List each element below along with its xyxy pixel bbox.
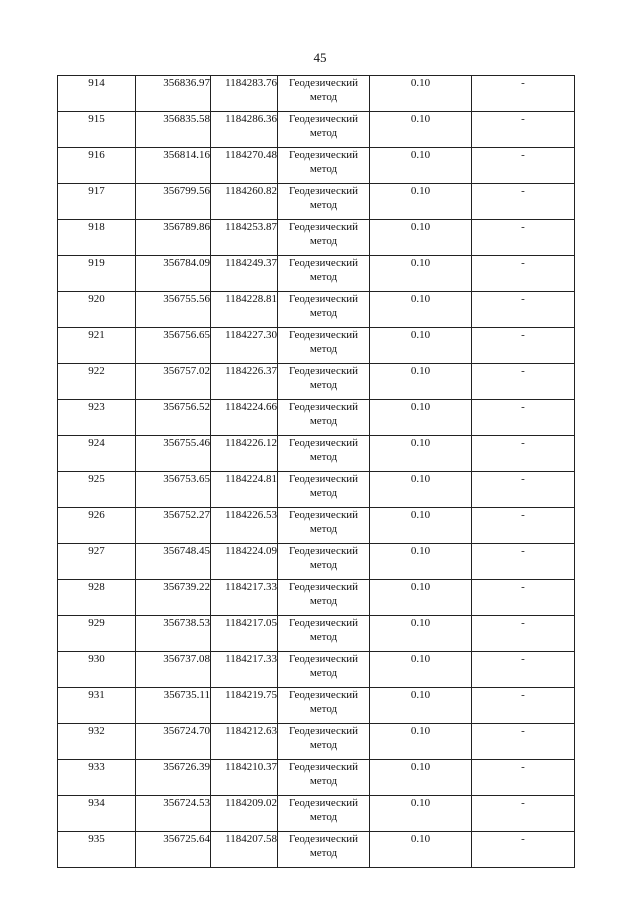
method-cell: Геодезический метод [278,832,370,868]
point-number-cell: 918 [58,220,136,256]
description-cell: - [472,508,575,544]
x-coordinate-cell: 356799.56 [136,184,211,220]
description-cell: - [472,112,575,148]
table-row [58,436,575,472]
accuracy-cell: 0.10 [370,616,472,652]
x-coordinate-cell: 356735.11 [136,688,211,724]
point-number-cell: 924 [58,436,136,472]
point-number-cell: 935 [58,832,136,868]
method-cell: Геодезический метод [278,364,370,400]
method-cell: Геодезический метод [278,436,370,472]
description-cell: - [472,688,575,724]
x-coordinate-cell: 356755.56 [136,292,211,328]
point-number-cell: 917 [58,184,136,220]
y-coordinate-cell: 1184219.75 [211,688,278,724]
y-coordinate-cell: 1184283.76 [211,76,278,112]
accuracy-cell: 0.10 [370,652,472,688]
accuracy-cell: 0.10 [370,400,472,436]
point-number-cell: 923 [58,400,136,436]
x-coordinate-cell: 356739.22 [136,580,211,616]
point-number-cell: 920 [58,292,136,328]
method-cell: Геодезический метод [278,580,370,616]
description-cell: - [472,436,575,472]
table-row [58,256,575,292]
x-coordinate-cell: 356835.58 [136,112,211,148]
description-cell: - [472,184,575,220]
x-coordinate-cell: 356726.39 [136,760,211,796]
accuracy-cell: 0.10 [370,292,472,328]
description-cell: - [472,760,575,796]
accuracy-cell: 0.10 [370,76,472,112]
accuracy-cell: 0.10 [370,184,472,220]
point-number-cell: 932 [58,724,136,760]
description-cell: - [472,220,575,256]
x-coordinate-cell: 356756.52 [136,400,211,436]
table-row [58,292,575,328]
y-coordinate-cell: 1184286.36 [211,112,278,148]
x-coordinate-cell: 356836.97 [136,76,211,112]
method-cell: Геодезический метод [278,112,370,148]
method-cell: Геодезический метод [278,400,370,436]
method-cell: Геодезический метод [278,292,370,328]
coordinates-table-body [58,76,575,868]
y-coordinate-cell: 1184217.33 [211,652,278,688]
x-coordinate-cell: 356752.27 [136,508,211,544]
x-coordinate-cell: 356755.46 [136,436,211,472]
point-number-cell: 930 [58,652,136,688]
table-row [58,652,575,688]
x-coordinate-cell: 356748.45 [136,544,211,580]
description-cell: - [472,724,575,760]
accuracy-cell: 0.10 [370,328,472,364]
method-cell: Геодезический метод [278,688,370,724]
point-number-cell: 929 [58,616,136,652]
description-cell: - [472,400,575,436]
accuracy-cell: 0.10 [370,544,472,580]
point-number-cell: 916 [58,148,136,184]
method-cell: Геодезический метод [278,760,370,796]
y-coordinate-cell: 1184212.63 [211,724,278,760]
table-row [58,112,575,148]
method-cell: Геодезический метод [278,508,370,544]
y-coordinate-cell: 1184260.82 [211,184,278,220]
point-number-cell: 919 [58,256,136,292]
table-row [58,580,575,616]
description-cell: - [472,832,575,868]
accuracy-cell: 0.10 [370,832,472,868]
method-cell: Геодезический метод [278,328,370,364]
description-cell: - [472,652,575,688]
table-row [58,724,575,760]
y-coordinate-cell: 1184224.09 [211,544,278,580]
point-number-cell: 933 [58,760,136,796]
y-coordinate-cell: 1184217.33 [211,580,278,616]
y-coordinate-cell: 1184228.81 [211,292,278,328]
y-coordinate-cell: 1184226.37 [211,364,278,400]
description-cell: - [472,796,575,832]
description-cell: - [472,76,575,112]
x-coordinate-cell: 356737.08 [136,652,211,688]
accuracy-cell: 0.10 [370,436,472,472]
point-number-cell: 926 [58,508,136,544]
y-coordinate-cell: 1184253.87 [211,220,278,256]
point-number-cell: 914 [58,76,136,112]
method-cell: Геодезический метод [278,472,370,508]
description-cell: - [472,328,575,364]
y-coordinate-cell: 1184249.37 [211,256,278,292]
page-number: 45 [313,50,327,65]
point-number-cell: 921 [58,328,136,364]
description-cell: - [472,364,575,400]
y-coordinate-cell: 1184224.66 [211,400,278,436]
table-row [58,76,575,112]
point-number-cell: 915 [58,112,136,148]
method-cell: Геодезический метод [278,616,370,652]
table-row [58,688,575,724]
accuracy-cell: 0.10 [370,760,472,796]
x-coordinate-cell: 356784.09 [136,256,211,292]
accuracy-cell: 0.10 [370,220,472,256]
table-row [58,472,575,508]
y-coordinate-cell: 1184224.81 [211,472,278,508]
accuracy-cell: 0.10 [370,580,472,616]
method-cell: Геодезический метод [278,184,370,220]
y-coordinate-cell: 1184207.58 [211,832,278,868]
description-cell: - [472,580,575,616]
accuracy-cell: 0.10 [370,256,472,292]
y-coordinate-cell: 1184210.37 [211,760,278,796]
x-coordinate-cell: 356756.65 [136,328,211,364]
accuracy-cell: 0.10 [370,148,472,184]
accuracy-cell: 0.10 [370,796,472,832]
y-coordinate-cell: 1184270.48 [211,148,278,184]
x-coordinate-cell: 356724.70 [136,724,211,760]
x-coordinate-cell: 356814.16 [136,148,211,184]
y-coordinate-cell: 1184227.30 [211,328,278,364]
description-cell: - [472,256,575,292]
table-row [58,364,575,400]
table-row [58,400,575,436]
point-number-cell: 934 [58,796,136,832]
y-coordinate-cell: 1184209.02 [211,796,278,832]
accuracy-cell: 0.10 [370,364,472,400]
description-cell: - [472,472,575,508]
method-cell: Геодезический метод [278,544,370,580]
point-number-cell: 928 [58,580,136,616]
x-coordinate-cell: 356789.86 [136,220,211,256]
accuracy-cell: 0.10 [370,472,472,508]
method-cell: Геодезический метод [278,76,370,112]
table-row [58,616,575,652]
description-cell: - [472,292,575,328]
point-number-cell: 925 [58,472,136,508]
table-row [58,148,575,184]
x-coordinate-cell: 356725.64 [136,832,211,868]
y-coordinate-cell: 1184226.53 [211,508,278,544]
y-coordinate-cell: 1184217.05 [211,616,278,652]
description-cell: - [472,148,575,184]
table-row [58,220,575,256]
method-cell: Геодезический метод [278,796,370,832]
method-cell: Геодезический метод [278,220,370,256]
description-cell: - [472,544,575,580]
method-cell: Геодезический метод [278,148,370,184]
y-coordinate-cell: 1184226.12 [211,436,278,472]
accuracy-cell: 0.10 [370,724,472,760]
table-row [58,328,575,364]
coordinates-table [57,75,575,868]
accuracy-cell: 0.10 [370,112,472,148]
point-number-cell: 927 [58,544,136,580]
x-coordinate-cell: 356724.53 [136,796,211,832]
description-cell: - [472,616,575,652]
table-row [58,832,575,868]
method-cell: Геодезический метод [278,724,370,760]
table-row [58,508,575,544]
point-number-cell: 922 [58,364,136,400]
table-row [58,796,575,832]
method-cell: Геодезический метод [278,652,370,688]
accuracy-cell: 0.10 [370,508,472,544]
x-coordinate-cell: 356753.65 [136,472,211,508]
accuracy-cell: 0.10 [370,688,472,724]
x-coordinate-cell: 356757.02 [136,364,211,400]
table-row [58,544,575,580]
table-row [58,184,575,220]
method-cell: Геодезический метод [278,256,370,292]
x-coordinate-cell: 356738.53 [136,616,211,652]
table-row [58,760,575,796]
point-number-cell: 931 [58,688,136,724]
